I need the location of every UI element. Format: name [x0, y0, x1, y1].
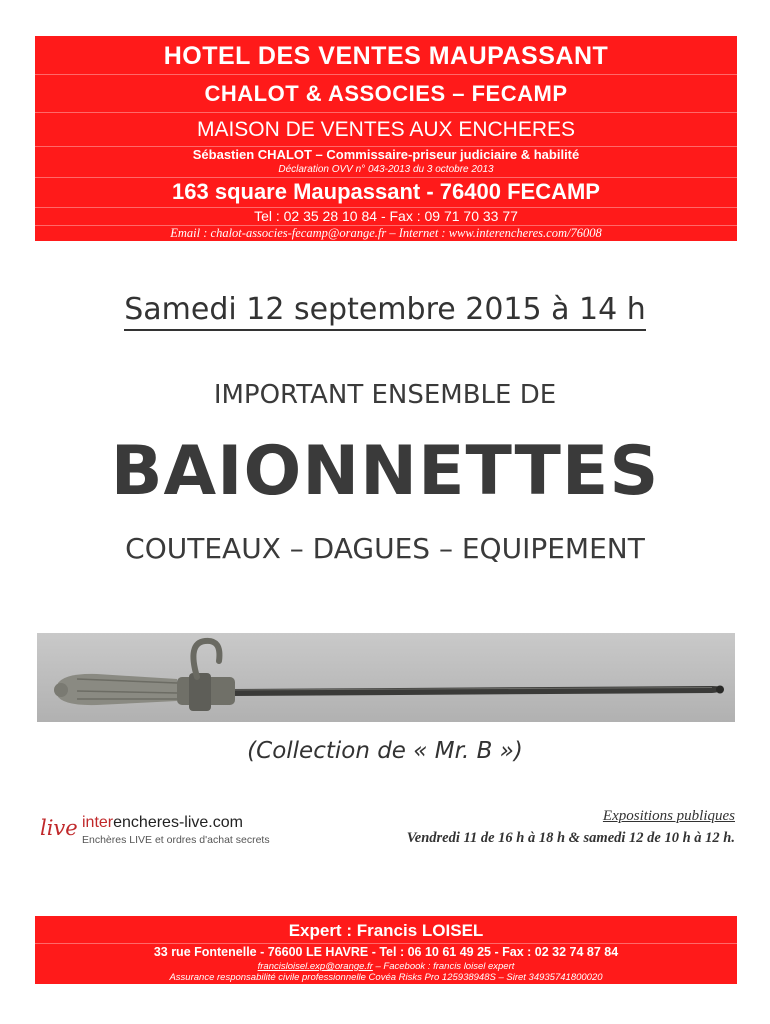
sale-intro: IMPORTANT ENSEMBLE DE: [213, 380, 557, 410]
exhibition-schedule: Vendredi 11 de 16 h à 18 h & samedi 12 de 10 h à 12 h.: [406, 830, 735, 846]
house-title: HOTEL DES VENTES MAUPASSANT: [35, 39, 737, 75]
contact-line: Email : chalot-associes-fecamp@orange.fr – Internet : www.interencheres.com/76008: [170, 226, 602, 240]
sale-date: Samedi 12 septembre 2015 à 14 h: [0, 292, 770, 327]
header-banner: [35, 36, 737, 241]
house-subtitle: CHALOT & ASSOCIES – FECAMP: [35, 76, 737, 113]
interencheres-live-logo[interactable]: [40, 812, 310, 852]
footer-banner: [35, 916, 737, 984]
collection-name: (Collection de « Mr. B »): [247, 738, 523, 764]
phones: Tel : 02 35 28 10 84 - Fax : 09 71 70 33 77: [35, 207, 737, 226]
sale-headline: BAIONNETTES: [110, 432, 660, 511]
live-logo-mark: live: [40, 816, 78, 840]
house-type: MAISON DE VENTES AUX ENCHERES: [35, 114, 737, 147]
expert-contact: francisloisel.exp@orange.fr – Facebook : francis loisel expert: [257, 961, 515, 972]
sale-categories: COUTEAUX – DAGUES – EQUIPEMENT: [125, 532, 645, 565]
address: 163 square Maupassant - 76400 FECAMP: [35, 177, 737, 208]
bayonet-image: [37, 633, 735, 722]
declaration: Déclaration OVV n° 043-2013 du 3 octobre 2013: [35, 163, 737, 178]
exhibition-title: Expositions publiques: [602, 808, 735, 824]
logo-tagline: Enchères LIVE et ordres d'achat secrets: [82, 834, 270, 846]
expert-address: 33 rue Fontenelle - 76600 LE HAVRE - Tel : 06 10 61 49 25 - Fax : 02 32 74 87 84: [153, 945, 619, 959]
logo-brand: interencheres-live.com: [82, 814, 243, 831]
bayonet-photo: [37, 633, 735, 722]
expert-insurance: Assurance responsabilité civile professionnelle Covéa Risks Pro 125938948S – Siret 34935741800020: [169, 972, 603, 983]
expert-email-link[interactable]: francisloisel.exp@orange.fr: [257, 961, 373, 972]
auctioneer: Sébastien CHALOT – Commissaire-priseur judiciaire & habilité: [192, 147, 580, 162]
expert-name: Expert : Francis LOISEL: [35, 919, 737, 944]
